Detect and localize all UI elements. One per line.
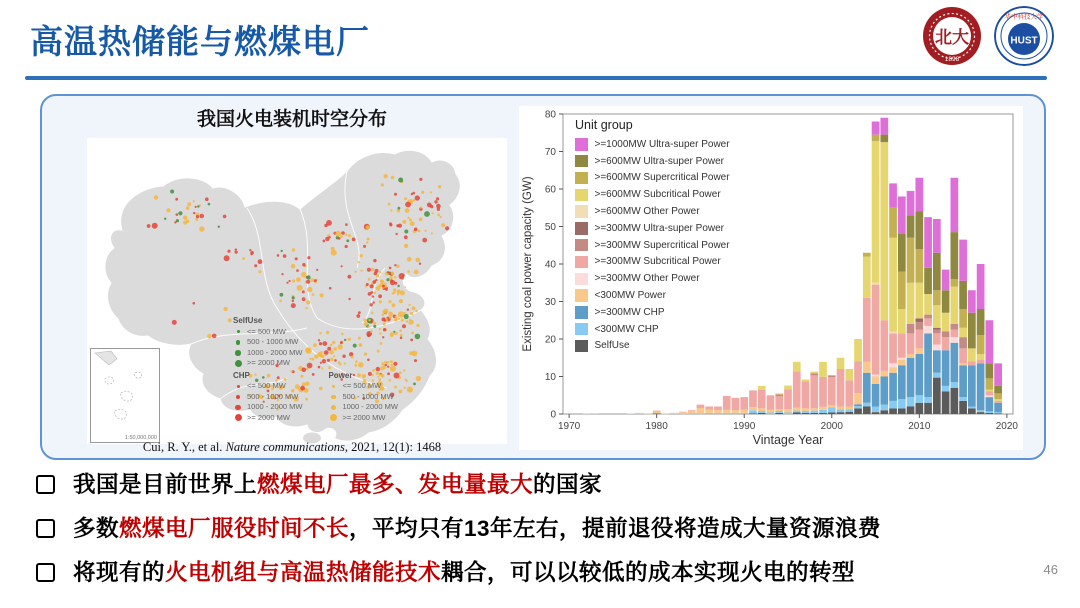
bullet-text <box>73 514 881 544</box>
legend-dot <box>332 385 335 388</box>
bullet-highlight: 火电机组与高温热储能技术 <box>165 560 442 585</box>
legend-label: >=600MW Supercritical Power <box>594 172 730 184</box>
map-legend-row <box>233 381 302 392</box>
svg-text:北大: 北大 <box>935 28 969 47</box>
chart-legend-item <box>575 170 730 187</box>
bullet-square-icon <box>36 563 55 582</box>
legend-size-label: <= 500 MW <box>342 381 382 390</box>
legend-label: >=300MW Ultra-super Power <box>594 222 724 234</box>
svg-text:2010: 2010 <box>908 421 931 432</box>
legend-dot <box>235 414 242 421</box>
chart-legend-item <box>575 287 730 304</box>
chart-legend-item <box>575 338 730 355</box>
map-legend-row <box>328 381 397 392</box>
map-legend-group-title: Power <box>328 370 353 380</box>
bullet-text <box>73 470 602 500</box>
svg-text:HUST: HUST <box>1010 35 1038 47</box>
logos <box>922 6 1054 66</box>
chart-legend-item <box>575 321 730 338</box>
legend-label: >=300MW Supercritical Power <box>594 239 730 251</box>
legend-swatch <box>575 273 588 286</box>
legend-dot <box>236 395 241 400</box>
legend-size-label: 1000 - 2000 MW <box>247 347 303 357</box>
bullet-item <box>32 558 1052 602</box>
chart-legend-item <box>575 270 730 287</box>
map-title: 我国火电装机时空分布 <box>196 109 387 130</box>
legend-label: >=300MW Subcritical Power <box>594 256 721 268</box>
chart-legend-item <box>575 153 730 170</box>
svg-text:50: 50 <box>544 222 556 233</box>
legend-size-label: <= 500 MW <box>247 326 286 336</box>
legend-label: >=600MW Other Power <box>594 206 700 218</box>
bullet-list <box>32 470 1052 602</box>
legend-swatch <box>575 205 588 218</box>
legend-swatch <box>575 239 588 252</box>
svg-text:Existing coal power capacity (: Existing coal power capacity (GW) <box>522 176 534 352</box>
chart-legend-item <box>575 136 730 153</box>
peking-university-logo <box>922 6 982 66</box>
legend-dot <box>331 395 336 400</box>
legend-size-label: 1000 - 2000 MW <box>247 402 303 411</box>
map-legend-power <box>328 371 397 424</box>
map-legend-row <box>233 337 398 348</box>
bullet-segment: 耦合，可以以较低的成本实现火电的转型 <box>441 560 856 585</box>
map-legend-row <box>233 402 302 413</box>
svg-text:20: 20 <box>544 334 556 346</box>
bullet-square-icon <box>36 519 55 538</box>
legend-dot <box>235 405 241 411</box>
svg-text:10: 10 <box>544 372 556 383</box>
hust-logo <box>994 6 1054 66</box>
bullet-square-icon <box>36 475 55 494</box>
south-china-sea-inset <box>90 348 160 443</box>
map-legend-row <box>328 413 397 424</box>
legend-swatch <box>575 323 588 336</box>
legend-swatch <box>575 155 588 168</box>
inset-scale-label: 1:50,000,000 <box>124 435 157 441</box>
map-legend-row <box>328 402 397 413</box>
legend-swatch <box>575 138 588 151</box>
legend-size-label: >= 2000 MW <box>247 358 290 367</box>
legend-swatch <box>575 289 588 302</box>
bullet-segment: 多数 <box>73 516 120 541</box>
svg-text:2020: 2020 <box>995 421 1018 432</box>
map-legend <box>233 316 398 423</box>
chart-legend-title: Unit group <box>575 118 633 132</box>
legend-size-label: 500 - 1000 MW <box>247 337 299 346</box>
svg-text:1990: 1990 <box>733 421 756 432</box>
svg-text:1970: 1970 <box>558 421 581 432</box>
title-underline <box>25 76 1047 80</box>
legend-size-label: 1000 - 2000 MW <box>342 402 398 411</box>
chart-legend-items <box>575 136 730 354</box>
legend-swatch <box>575 256 588 269</box>
citation-journal: Nature communications <box>225 440 345 454</box>
legend-swatch <box>575 222 588 235</box>
chart-legend-item <box>575 186 730 203</box>
bullet-item <box>32 514 1052 558</box>
legend-dot <box>235 360 242 367</box>
svg-text:2000: 2000 <box>820 421 843 432</box>
legend-dot <box>237 330 240 333</box>
legend-size-label: >= 2000 MW <box>342 412 386 422</box>
map-legend-row <box>328 392 397 403</box>
legend-label: <300MW Power <box>594 290 666 302</box>
svg-text:80: 80 <box>544 109 556 121</box>
bullet-text <box>73 558 855 588</box>
legend-swatch <box>575 340 588 353</box>
china-coal-map <box>87 138 507 444</box>
map-legend-group-title: SelfUse <box>233 316 263 325</box>
bullet-segment: 的国家 <box>533 472 603 497</box>
legend-swatch <box>575 172 588 185</box>
svg-text:40: 40 <box>544 259 556 271</box>
svg-text:70: 70 <box>544 147 556 158</box>
legend-dot <box>235 350 241 356</box>
bullet-segment: 我国是目前世界上 <box>73 472 258 497</box>
legend-label: >=300MW Other Power <box>594 273 700 285</box>
svg-text:Vintage Year: Vintage Year <box>752 433 824 447</box>
bullet-highlight: 燃煤电厂服役时间不长 <box>119 516 350 541</box>
chart-legend-item <box>575 254 730 271</box>
map-legend-row <box>233 392 302 403</box>
coal-capacity-chart <box>519 106 1023 450</box>
map-legend-chp <box>233 371 302 424</box>
page-number: 46 <box>1043 562 1058 577</box>
legend-swatch <box>575 189 588 202</box>
chart-legend-item <box>575 220 730 237</box>
legend-swatch <box>575 306 588 319</box>
chart-legend-item <box>575 304 730 321</box>
map-legend-row <box>233 413 302 424</box>
map-legend-row <box>233 348 398 359</box>
legend-size-label: 500 - 1000 MW <box>342 391 394 401</box>
legend-dot <box>236 340 241 345</box>
bullet-segment: ，平均只有13年左右，提前退役将造成大量资源浪费 <box>349 516 882 541</box>
chart-legend <box>575 118 730 354</box>
page-title: 高温热储能与燃煤电厂 <box>30 23 370 60</box>
legend-label: >=600MW Ultra-super Power <box>594 155 724 167</box>
legend-label: <300MW CHP <box>594 323 659 335</box>
legend-dot <box>330 414 337 421</box>
legend-size-label: <= 500 MW <box>247 381 286 390</box>
figures-panel <box>40 94 1046 460</box>
map-legend-group-title: CHP <box>233 370 250 380</box>
map-legend-row <box>233 327 398 338</box>
map-legend-selfuse <box>233 316 398 369</box>
svg-text:60: 60 <box>544 184 556 196</box>
svg-text:30: 30 <box>544 297 556 308</box>
svg-text:1980: 1980 <box>645 421 668 432</box>
legend-dot <box>237 385 240 388</box>
chart-legend-item <box>575 203 730 220</box>
legend-label: >=1000MW Ultra-super Power <box>594 138 730 150</box>
chart-legend-item <box>575 237 730 254</box>
bullet-highlight: 燃煤电厂最多、发电量最大 <box>257 472 534 497</box>
svg-text:0: 0 <box>550 409 556 421</box>
legend-dot <box>331 405 337 411</box>
legend-size-label: >= 2000 MW <box>247 412 290 422</box>
svg-text:1898: 1898 <box>944 56 960 63</box>
bullet-segment: 将现有的 <box>73 560 166 585</box>
legend-label: SelfUse <box>594 340 630 352</box>
map-legend-row <box>233 358 398 369</box>
svg-text:华中科技大学: 华中科技大学 <box>1004 13 1044 21</box>
legend-label: >=600MW Subcritical Power <box>594 189 721 201</box>
bullet-item <box>32 470 1052 514</box>
map-citation: Cui, R. Y., et al. Nature communications, 2021, 12(1): 1468 <box>142 440 442 454</box>
legend-label: >=300MW CHP <box>594 306 665 318</box>
legend-size-label: 500 - 1000 MW <box>247 391 299 401</box>
